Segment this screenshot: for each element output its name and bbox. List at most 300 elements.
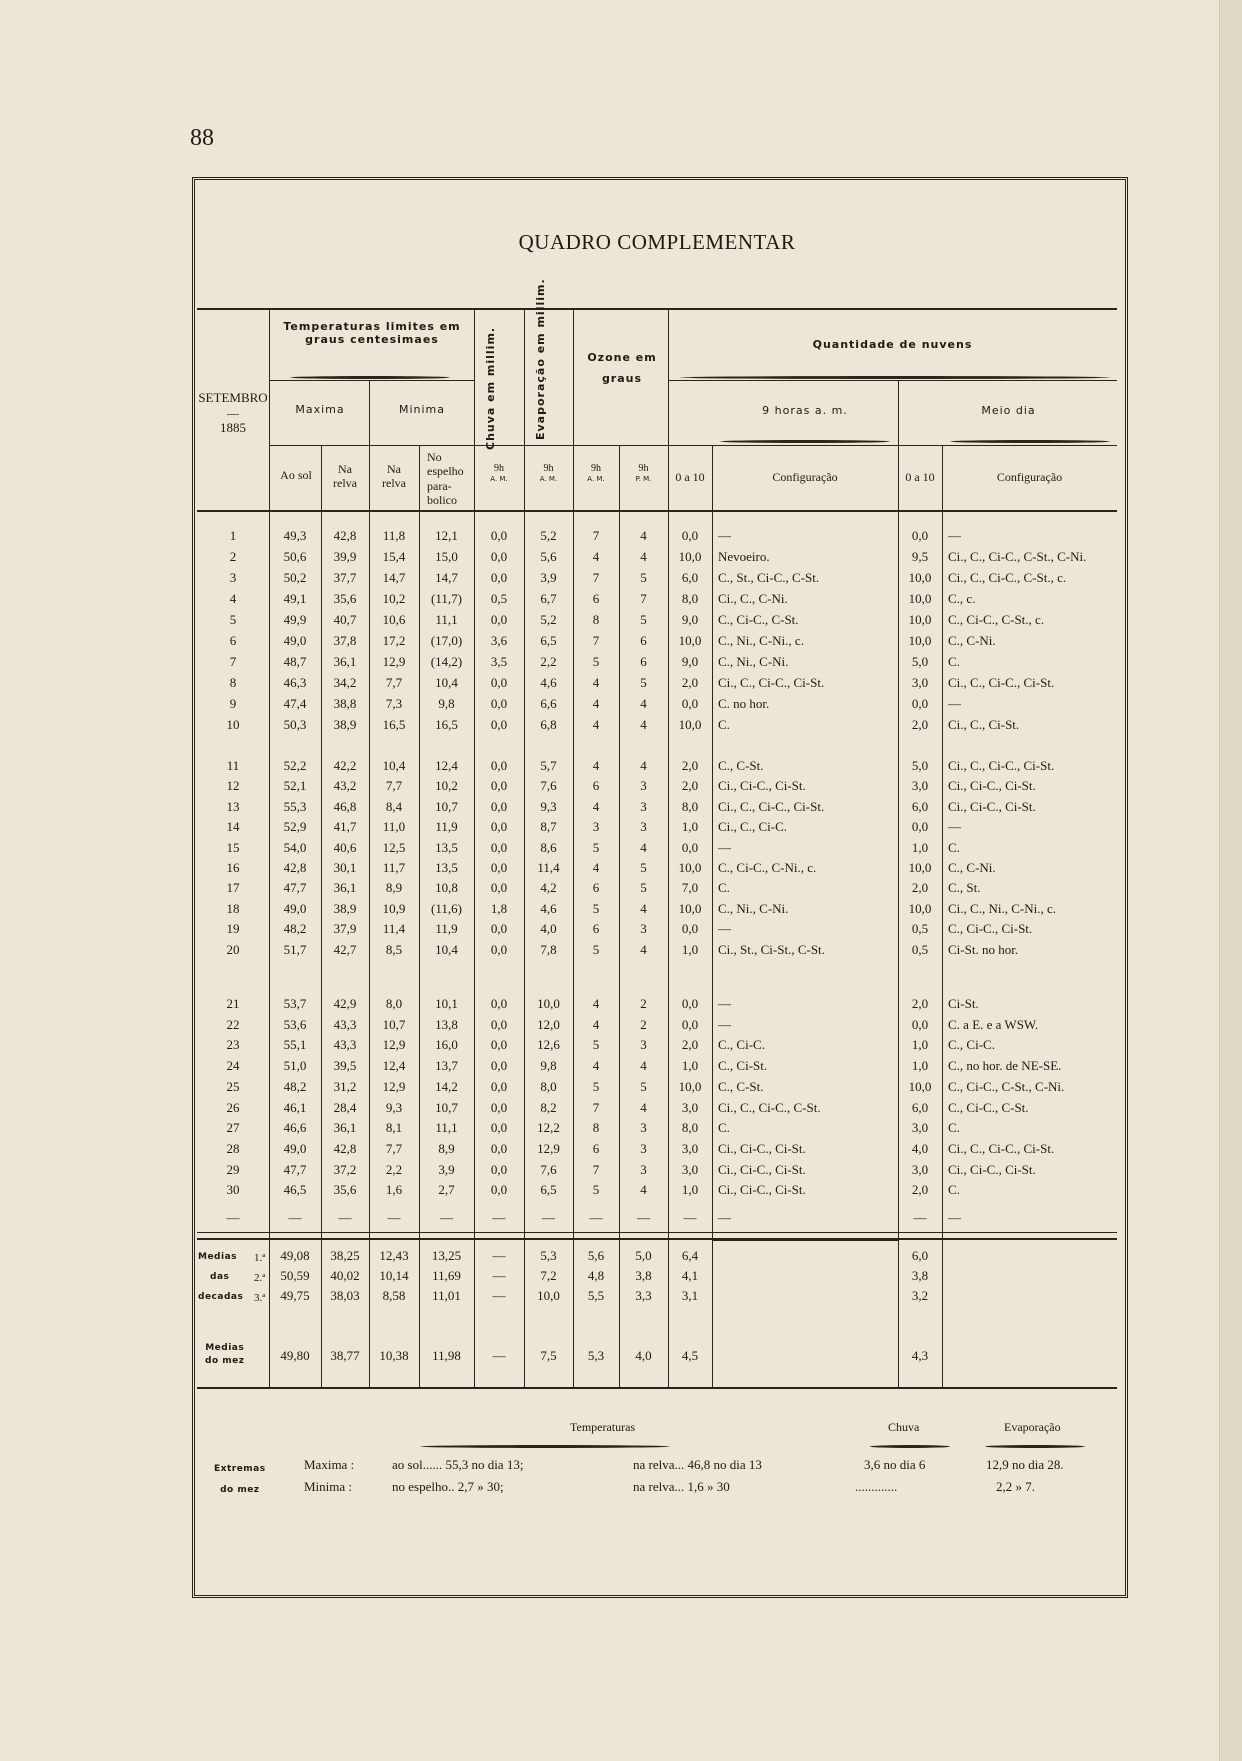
- table-cell: 49,0: [283, 900, 307, 916]
- medias-decadas-label: Medias das decadas: [198, 1252, 244, 1302]
- table-cell: 0,0: [490, 1120, 508, 1136]
- table-cell: 4,0: [540, 921, 557, 937]
- table-cell: 46,5: [283, 1182, 307, 1198]
- table-cell: 6,0: [681, 570, 699, 585]
- table-cell: 10,0: [908, 570, 932, 585]
- table-cell: 40,6: [333, 839, 357, 855]
- table-cell: 0,5: [911, 921, 929, 937]
- table-cell: 5: [640, 1078, 647, 1094]
- table-cell: 0,5: [911, 941, 929, 957]
- table-cell: 7,6: [540, 778, 557, 794]
- summary-cell: 10,14: [379, 1268, 409, 1283]
- table-cell: 34,2: [333, 675, 357, 690]
- page-edge: [1219, 0, 1242, 1761]
- table-cell: 42,8: [333, 528, 357, 543]
- table-cell: 47,7: [283, 880, 307, 896]
- table-cell: (17,0): [430, 633, 463, 648]
- table-cell: 2,0: [681, 1037, 699, 1053]
- table-cell: 5: [640, 675, 647, 690]
- table-cell: 3,9: [540, 570, 557, 585]
- rule: [474, 445, 1117, 446]
- table-cell: 49,0: [283, 633, 307, 648]
- table-cell: 10,0: [678, 860, 702, 875]
- table-cell: 1,0: [681, 1182, 699, 1198]
- table-cell: Ci., Ci-C., Ci-St.: [718, 1161, 806, 1177]
- summary-cell: 3,1: [681, 1288, 699, 1303]
- table-cell: C., St.: [948, 880, 981, 896]
- row-day-cell: 9: [229, 696, 237, 711]
- table-cell: 3,9: [438, 1161, 455, 1177]
- table-cell: 0,0: [681, 528, 699, 543]
- table-cell: 8,9: [385, 880, 403, 896]
- row-day-cell: 10: [226, 717, 240, 732]
- table-cell: 11,1: [435, 1120, 458, 1136]
- table-cell: (14,2): [430, 654, 463, 669]
- min-temp-relva: na relva... 1,6 » 30: [633, 1479, 730, 1494]
- table-cell: C., C-Ni.: [948, 860, 996, 875]
- table-cell: 0,0: [490, 921, 508, 937]
- table-cell: 10,4: [382, 758, 406, 773]
- row-day-cell: 12: [226, 778, 240, 794]
- table-cell: 0,0: [681, 921, 699, 937]
- table-cell: 8,5: [385, 941, 403, 957]
- table-cell: 42,8: [283, 860, 307, 875]
- table-cell: 11,4: [382, 921, 406, 937]
- table-cell: 10,0: [678, 1078, 702, 1094]
- table-cell: 52,2: [283, 758, 307, 773]
- table-cell: —: [948, 696, 961, 711]
- table-cell: 1,0: [681, 819, 699, 835]
- table-cell: 0,0: [490, 528, 508, 543]
- table-cell: 16,5: [382, 717, 406, 732]
- summary-cell: 11,01: [432, 1288, 461, 1303]
- table-cell: 14,2: [435, 1078, 458, 1094]
- table-cell: C.: [948, 1120, 960, 1136]
- table-cell: 49,3: [283, 528, 307, 543]
- swash: [870, 1445, 950, 1448]
- table-cell: 0,0: [490, 941, 508, 957]
- table-cell: 12,2: [537, 1120, 560, 1136]
- summary-top-rule: [197, 1238, 1117, 1240]
- summary-cell: 6,0: [911, 1248, 929, 1263]
- table-cell: 3,0: [911, 1161, 929, 1177]
- rule: [269, 445, 474, 446]
- monthly-mean-cell: 7,5: [540, 1348, 557, 1363]
- table-cell: 0,0: [490, 1161, 508, 1177]
- table-cell: 49,1: [283, 591, 307, 606]
- table-cell: 4: [592, 1016, 600, 1032]
- table-cell: 15,0: [435, 549, 458, 564]
- table-cell: 50,3: [283, 717, 307, 732]
- table-cell: 1,0: [911, 1058, 929, 1074]
- table-cell: 10,8: [435, 880, 458, 896]
- table-cell: 4: [640, 941, 647, 957]
- table-cell: 10,0: [908, 591, 932, 606]
- table-cell: 10,7: [382, 1016, 406, 1032]
- table-cell: 2,0: [911, 880, 929, 896]
- nuvens-am-config-header: Configuração: [772, 470, 838, 484]
- table-cell: —: [387, 1210, 401, 1225]
- month-header: SETEMBRO — 1885: [198, 390, 268, 435]
- summary-cell: 3,3: [635, 1288, 652, 1303]
- table-cell: 3,5: [490, 654, 508, 669]
- table-cell: C., Ci-C., C-St.: [948, 1099, 1029, 1115]
- table-cell: 4: [640, 549, 647, 564]
- swash: [420, 1445, 670, 1448]
- max-evaporacao: 12,9 no dia 28.: [986, 1457, 1064, 1472]
- table-cell: 12,0: [537, 1016, 560, 1032]
- table-cell: C.: [718, 717, 730, 732]
- table-cell: C., Ci-C., C-St.: [718, 612, 799, 627]
- summary-cell: 4,1: [681, 1268, 699, 1283]
- summary-cell: 5,5: [587, 1288, 605, 1303]
- table-cell: 42,7: [333, 941, 357, 957]
- summary-cell: 11,69: [432, 1268, 461, 1283]
- row-day-cell: 23: [226, 1037, 240, 1053]
- table-cell: C., Ci-C., C-Ni., c.: [718, 860, 817, 875]
- table-cell: 7: [592, 528, 600, 543]
- summary-cell: 12,43: [379, 1248, 409, 1263]
- table-cell: 1,0: [681, 1058, 699, 1074]
- table-cell: 0,0: [490, 860, 508, 875]
- table-cell: 4: [640, 1099, 647, 1115]
- table-cell: 0,0: [490, 1016, 508, 1032]
- table-cell: 7,6: [540, 1161, 557, 1177]
- table-cell: 4: [640, 717, 647, 732]
- table-cell: 0,0: [490, 758, 508, 773]
- table-cell: 5: [592, 900, 600, 916]
- table-cell: 0,5: [490, 591, 508, 606]
- table-cell: 13,8: [435, 1016, 458, 1032]
- table-cell: 8: [592, 612, 600, 627]
- ozone-pm-header: 9h P. M.: [635, 463, 652, 483]
- row-day-cell: 28: [226, 1140, 240, 1156]
- table-cell: (11,6): [431, 900, 462, 916]
- swash: [720, 440, 890, 443]
- table-cell: 2: [640, 1016, 647, 1032]
- summary-cell: 3,8: [911, 1268, 929, 1283]
- table-cell: 3,0: [911, 1120, 929, 1136]
- table-cell: 15,4: [382, 549, 406, 564]
- table-cell: 7,8: [540, 941, 557, 957]
- summary-cell: 38,25: [330, 1248, 360, 1263]
- table-cell: 49,9: [283, 612, 307, 627]
- table-cell: 9,8: [438, 696, 455, 711]
- table-cell: 31,2: [333, 1078, 357, 1094]
- table-cell: 10,6: [382, 612, 406, 627]
- table-cell: 10,0: [678, 717, 702, 732]
- table-cell: 8,0: [385, 996, 403, 1011]
- table-cell: Ci., Ci-C., Ci-St.: [948, 798, 1036, 814]
- table-cell: 42,9: [333, 996, 357, 1011]
- table-cell: 10,0: [908, 860, 932, 875]
- table-cell: 46,6: [283, 1120, 307, 1136]
- table-cell: 35,6: [333, 1182, 357, 1198]
- summary-cell: 3,2: [911, 1288, 929, 1303]
- table-cell: 10,4: [435, 675, 458, 690]
- table-cell: 5,0: [911, 758, 929, 773]
- header-top-rule: [197, 308, 1117, 310]
- table-cell: 55,3: [283, 798, 307, 814]
- table-cell: 4: [592, 549, 600, 564]
- table-cell: 5: [592, 654, 600, 669]
- row-day-cell: 7: [229, 654, 237, 669]
- table-cell: 6: [592, 1140, 600, 1156]
- table-cell: 4,6: [540, 675, 557, 690]
- table-cell: 48,7: [283, 654, 307, 669]
- table-cell: C., Ni., C-Ni., c.: [718, 633, 804, 648]
- table-cell: 38,8: [333, 696, 357, 711]
- table-cell: 6,0: [911, 1099, 929, 1115]
- table-cell: Ci., C., Ci-St.: [948, 717, 1020, 732]
- table-cell: 2,0: [681, 675, 699, 690]
- table-cell: 47,7: [283, 1161, 307, 1177]
- table-cell: 10,0: [678, 633, 702, 648]
- table-cell: 51,7: [283, 941, 307, 957]
- row-day-cell: 18: [226, 900, 240, 916]
- row-day-cell: 11: [226, 758, 240, 773]
- table-cell: 10,0: [908, 1078, 932, 1094]
- col-rule: [712, 445, 713, 1387]
- table-cell: 6: [592, 591, 600, 606]
- table-cell: C., Ci-C.: [718, 1037, 765, 1053]
- row-day-cell: 20: [226, 941, 240, 957]
- table-cell: 2,0: [681, 778, 699, 794]
- table-cell: 5,2: [540, 612, 557, 627]
- summary-cell: 6,4: [681, 1248, 699, 1263]
- max-label: Maxima :: [304, 1457, 355, 1472]
- table-cell: C., Ci-C., Ci-St.: [948, 921, 1033, 937]
- table-cell: 0,0: [490, 1078, 508, 1094]
- page-number: 88: [190, 125, 214, 151]
- table-cell: 8,4: [385, 798, 403, 814]
- table-cell: 55,1: [283, 1037, 307, 1053]
- row-day-cell: 1: [229, 528, 237, 543]
- table-cell: 11,4: [537, 860, 560, 875]
- table-cell: 3: [640, 1120, 647, 1136]
- table-cell: 4: [640, 1182, 647, 1198]
- table-cell: 3: [640, 798, 647, 814]
- table-cell: Nevoeiro.: [718, 549, 770, 564]
- table-cell: —: [589, 1210, 603, 1225]
- table-cell: C.: [948, 1182, 960, 1198]
- table-cell: Ci., C., Ci-C., Ci-St.: [948, 675, 1055, 690]
- table-cell: 0,0: [911, 528, 929, 543]
- table-cell: 8,6: [540, 839, 557, 855]
- table-cell: 10,0: [537, 996, 560, 1011]
- table-cell: C., Ci-C., C-St., C-Ni.: [948, 1078, 1065, 1094]
- row-day-cell: 22: [226, 1016, 240, 1032]
- table-cell: 11,9: [435, 819, 458, 835]
- table-cell: Ci., Ci-C., Ci-St.: [948, 778, 1036, 794]
- table-cell: 11,7: [382, 860, 406, 875]
- table-cell: 9,0: [681, 612, 699, 627]
- table-cell: 0,0: [490, 570, 508, 585]
- table-cell: C., Ci-St.: [718, 1058, 768, 1074]
- table-cell: 43,3: [333, 1016, 357, 1032]
- na-relva-max-header: Na relva: [333, 462, 357, 491]
- summary-cell: 13,25: [431, 1248, 462, 1263]
- table-cell: C., Ni., C-Ni.: [718, 654, 789, 669]
- table-cell: 7: [592, 633, 600, 648]
- table-cell: 2,2: [385, 1161, 403, 1177]
- table-cell: 36,1: [333, 1120, 357, 1136]
- summary-cell: 50,59: [280, 1268, 310, 1283]
- table-cell: 6,7: [540, 591, 557, 606]
- table-cell: 7: [592, 1099, 600, 1115]
- table-cell: 0,0: [490, 819, 508, 835]
- minima-header: Minima: [398, 403, 446, 416]
- table-cell: C., C-St.: [718, 1078, 764, 1094]
- summary-cell: 5,0: [635, 1248, 652, 1263]
- table-cell: 8,1: [385, 1120, 403, 1136]
- table-cell: —: [492, 1210, 506, 1225]
- table-cell: 8,9: [438, 1140, 455, 1156]
- table-cell: 3: [640, 1037, 647, 1053]
- table-cell: (11,7): [431, 591, 462, 606]
- table-cell: 46,1: [283, 1099, 307, 1115]
- table-cell: C., no hor. de NE-SE.: [948, 1058, 1062, 1074]
- table-cell: C., St., Ci-C., C-St.: [718, 570, 820, 585]
- table-cell: 12,5: [382, 839, 406, 855]
- table-cell: C.: [948, 654, 960, 669]
- table-cell: 49,0: [283, 1140, 307, 1156]
- table-cell: 10,0: [908, 612, 932, 627]
- table-cell: C., Ni., C-Ni.: [718, 900, 789, 916]
- table-cell: 3: [640, 921, 647, 937]
- table-cell: 4: [592, 1058, 600, 1074]
- summary-cell: 5,6: [587, 1248, 605, 1263]
- nuvens-header: Quantidade de nuvens: [812, 338, 973, 351]
- table-cell: 0,0: [681, 996, 699, 1011]
- table-cell: Ci., C., Ci-C., Ci-St.: [718, 798, 825, 814]
- table-cell: 10,0: [678, 900, 702, 916]
- monthly-mean-cell: 38,77: [330, 1348, 360, 1363]
- row-day-cell: 24: [226, 1058, 240, 1074]
- table-cell: C.: [948, 839, 960, 855]
- table-cell: 1,0: [681, 941, 699, 957]
- table-cell: C., c.: [948, 591, 976, 606]
- table-cell: 0,0: [490, 1182, 508, 1198]
- table-cell: —: [948, 1210, 961, 1225]
- table-cell: 0,0: [911, 819, 929, 835]
- table-cell: 3,0: [681, 1140, 699, 1156]
- table-cell: C.: [718, 880, 730, 896]
- rule: [197, 1232, 1117, 1233]
- table-cell: Ci., C., Ci-C.: [718, 819, 787, 835]
- table-cell: 3,6: [490, 633, 508, 648]
- table-cell: 46,8: [333, 798, 357, 814]
- table-cell: 6,5: [540, 1182, 557, 1198]
- table-cell: —: [637, 1210, 650, 1225]
- monthly-mean-cell: 10,38: [379, 1348, 409, 1363]
- table-cell: C. no hor.: [718, 696, 770, 711]
- table-cell: 2,0: [911, 717, 929, 732]
- extremes-chuva-header: Chuva: [888, 1420, 920, 1434]
- table-cell: —: [948, 528, 961, 543]
- min-evaporacao: 2,2 » 7.: [996, 1479, 1035, 1494]
- table-cell: 0,0: [490, 549, 508, 564]
- table-cell: 43,2: [333, 778, 357, 794]
- table-cell: 11,9: [435, 921, 458, 937]
- table-cell: 4: [640, 696, 647, 711]
- row-day-cell: 2: [229, 549, 237, 564]
- table-cell: 6,8: [540, 717, 557, 732]
- table-cell: 4: [592, 798, 600, 814]
- no-espelho-header: No espelho para-bolico: [427, 450, 464, 508]
- extremes-temp-header: Temperaturas: [570, 1420, 636, 1434]
- table-cell: 10,1: [435, 996, 458, 1011]
- min-temp-espelho: no espelho.. 2,7 » 30;: [392, 1479, 504, 1494]
- summary-cell: 5,3: [540, 1248, 557, 1263]
- monthly-mean-cell: —: [492, 1348, 506, 1363]
- table-cell: 10,2: [435, 778, 458, 794]
- table-cell: —: [338, 1210, 352, 1225]
- table-cell: 9,3: [385, 1099, 403, 1115]
- table-cell: C., Ci-C.: [948, 1037, 995, 1053]
- table-cell: 3: [640, 1161, 647, 1177]
- summary-cell: 7,2: [540, 1268, 557, 1283]
- table-cell: 0,0: [490, 1140, 508, 1156]
- summary-cell: 4,8: [587, 1268, 605, 1283]
- monthly-mean-cell: 4,5: [681, 1348, 699, 1363]
- table-cell: 6,5: [540, 633, 557, 648]
- table-cell: 6,6: [540, 696, 557, 711]
- table-cell: 7,7: [385, 675, 403, 690]
- table-cell: Ci., Ci-C., Ci-St.: [718, 1140, 806, 1156]
- table-cell: 1,8: [490, 900, 508, 916]
- table-cell: 7: [592, 1161, 600, 1177]
- meio-dia-header: Meio dia: [981, 404, 1036, 417]
- table-cell: —: [288, 1210, 302, 1225]
- table-cell: 0,0: [490, 880, 508, 896]
- table-cell: 39,5: [333, 1058, 357, 1074]
- extremas-label: Extremas do mez: [214, 1464, 266, 1495]
- table-cell: 10,7: [435, 798, 458, 814]
- table-cell: 7,7: [385, 1140, 403, 1156]
- table-cell: 10,0: [678, 549, 702, 564]
- table-cell: —: [440, 1210, 453, 1225]
- table-cell: 8,0: [681, 591, 699, 606]
- table-cell: 48,2: [283, 1078, 307, 1094]
- table-cell: Ci-St. no hor.: [948, 941, 1019, 957]
- row-day-cell: 30: [226, 1182, 240, 1198]
- table-cell: 11,8: [382, 528, 406, 543]
- summary-cell: 40,02: [330, 1268, 360, 1283]
- table-cell: Ci., C., C-Ni.: [718, 591, 788, 606]
- header-bottom-rule: [197, 510, 1117, 512]
- table-cell: 5: [592, 941, 600, 957]
- table-cell: 5,2: [540, 528, 557, 543]
- table-cell: —: [718, 996, 731, 1011]
- row-day-cell: 17: [226, 880, 240, 896]
- max-temp-sol: ao sol...... 55,3 no dia 13;: [392, 1457, 524, 1472]
- table-cell: 30,1: [333, 860, 357, 875]
- table-cell: C. a E. e a WSW.: [948, 1016, 1039, 1032]
- row-day-cell: 29: [226, 1161, 240, 1177]
- table-cell: Ci-St.: [948, 996, 979, 1011]
- table-cell: Ci., Ci-C., Ci-St.: [718, 778, 806, 794]
- table-cell: 6: [640, 654, 647, 669]
- table-cell: C., Ci-C., C-St., c.: [948, 612, 1045, 627]
- evaporacao-header: Evaporação em millim.: [534, 278, 547, 440]
- table-cell: 1,0: [911, 1037, 929, 1053]
- table-cell: 0,0: [490, 1037, 508, 1053]
- table-cell: 42,8: [333, 1140, 357, 1156]
- table-cell: 0,0: [490, 675, 508, 690]
- table-cell: Ci., Ci-C., Ci-St.: [718, 1182, 806, 1198]
- table-cell: 39,9: [333, 549, 357, 564]
